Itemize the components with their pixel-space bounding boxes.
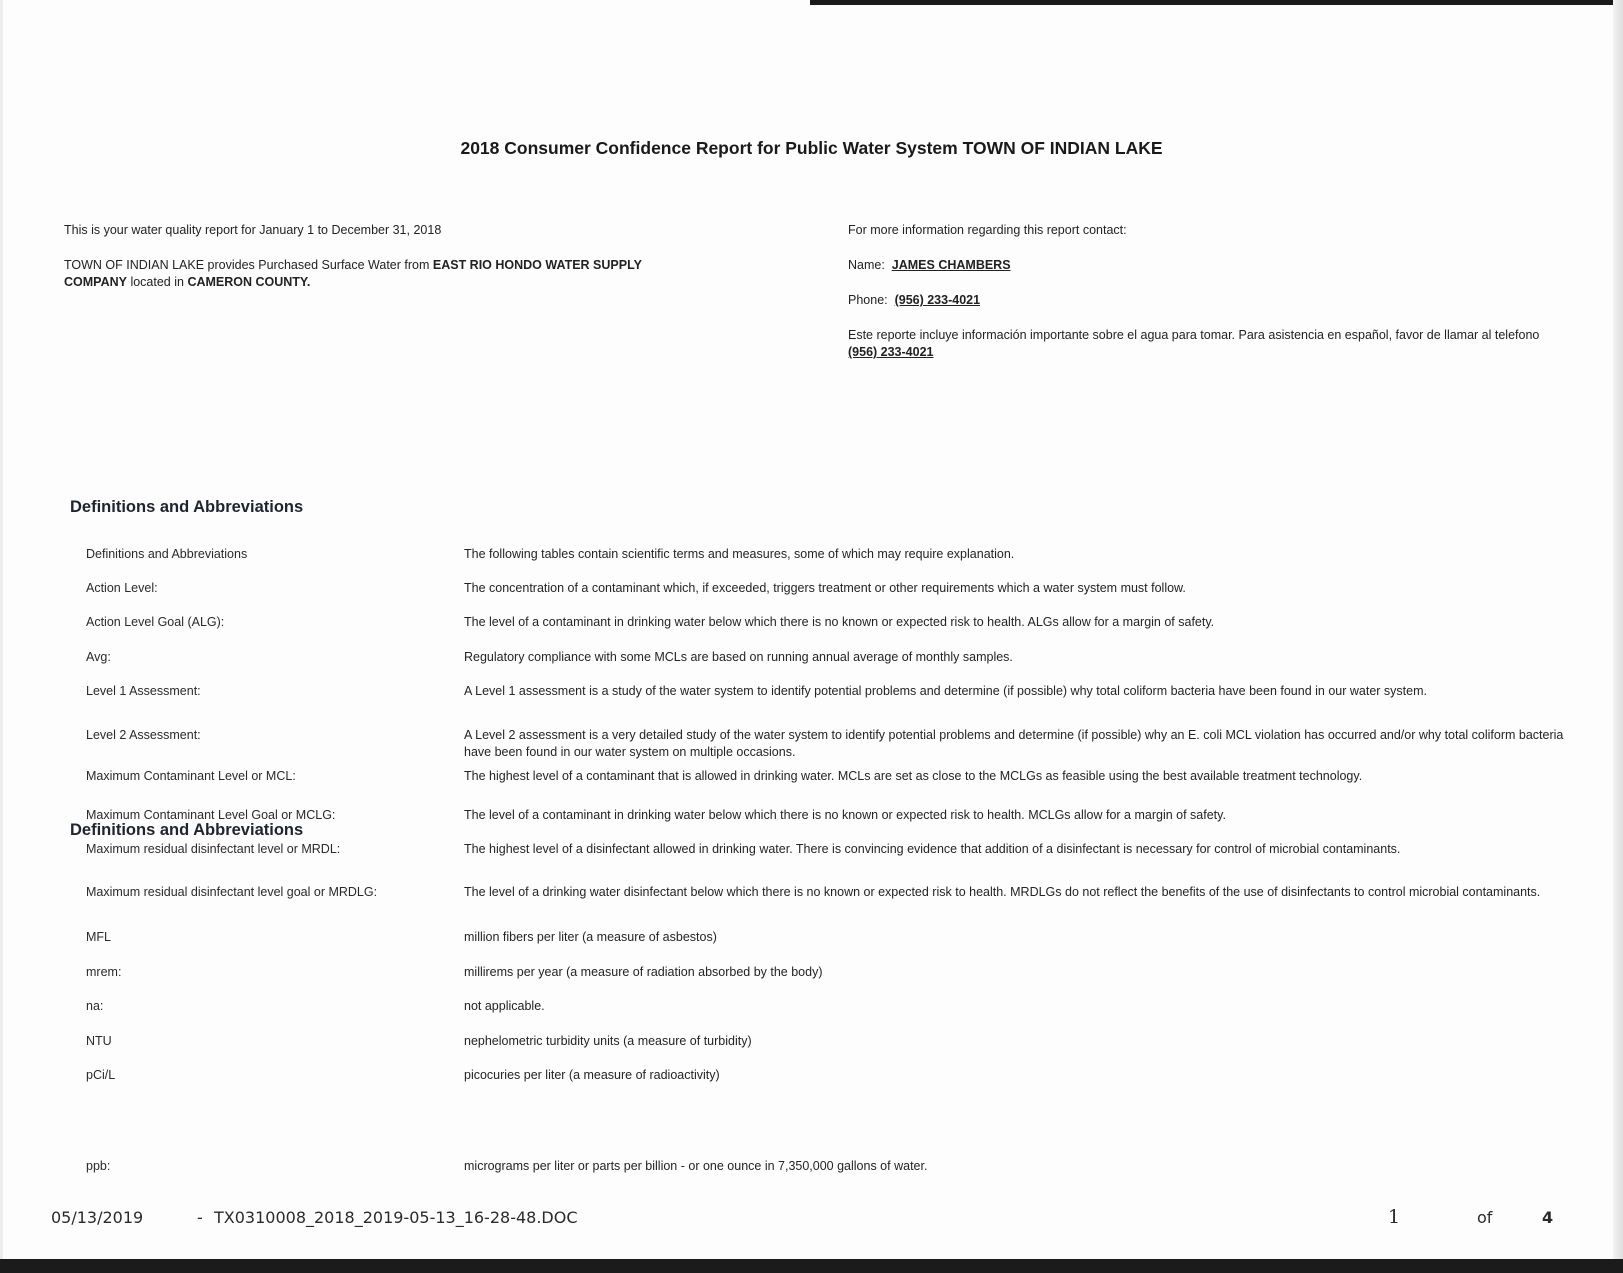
provider-source: EAST RIO HONDO WATER SUPPLY COMPANY [64, 258, 642, 289]
contact-name-label: Name: [848, 258, 885, 272]
provider-county: CAMERON COUNTY. [187, 275, 311, 289]
provider-prefix: TOWN OF INDIAN LAKE provides Purchased Surface Water from [64, 258, 433, 272]
footer-of: of [1477, 1208, 1493, 1227]
definition-text: A Level 1 assessment is a study of the water system to identify potential problems and determine (if possible) why total coliform bacteria have been found in our water system. [464, 684, 1427, 698]
footer-date: 05/13/2019 [51, 1208, 144, 1227]
report-title: 2018 Consumer Confidence Report for Public Water System TOWN OF INDIAN LAKE [460, 138, 1163, 158]
definition-term: Level 2 Assessment: [86, 728, 201, 742]
definition-term: Maximum residual disinfectant level or MRDL: [86, 842, 341, 856]
footer-page-total: 4 [1542, 1208, 1554, 1227]
definition-text: picocuries per liter (a measure of radioactivity) [464, 1068, 720, 1082]
scan-edge-right [1613, 0, 1623, 1273]
footer-separator: - [197, 1208, 203, 1227]
spanish-notice [848, 327, 1568, 361]
definitions-heading-repeat: Definitions and Abbreviations [70, 821, 304, 839]
definition-text: The level of a drinking water disinfectant below which there is no known or expected risk to health. MRDLGs do not reflect the benefits of the use of disinfectants to control microbial contaminants. [464, 885, 1541, 899]
footer-filename: TX0310008_2018_2019-05-13_16-28-48.DOC [214, 1208, 578, 1227]
definition-term: na: [86, 999, 104, 1013]
definition-text: not applicable. [464, 999, 545, 1013]
definition-text: A Level 2 assessment is a very detailed study of the water system to identify potential problems and determine (if possible) why an E. coli MCL violation has occurred and/or why total coliform bacteria have been found in our water system on multiple occasions. [464, 728, 1564, 759]
provider-mid: located in [126, 275, 188, 289]
footer-page-number: 1 [1388, 1206, 1401, 1228]
definition-text: The concentration of a contaminant which, if exceeded, triggers treatment or other requirements which a water system must follow. [464, 581, 1186, 595]
definition-text: The highest level of a disinfectant allowed in drinking water. There is convincing evidence that addition of a disinfectant is necessary for control of microbial contaminants. [464, 842, 1401, 856]
definition-term: Action Level: [86, 581, 158, 595]
definition-term: Maximum Contaminant Level or MCL: [86, 769, 296, 783]
contact-phone-label: Phone: [848, 293, 888, 307]
definition-term: mrem: [86, 965, 122, 979]
scan-edge-bottom [0, 1259, 1623, 1273]
definition-term: pCi/L [86, 1068, 116, 1082]
definition-text: The highest level of a contaminant that is allowed in drinking water. MCLs are set as close to the MCLGs as feasible using the best available treatment technology. [464, 769, 1363, 783]
definition-term: Maximum residual disinfectant level goal or MRDLG: [86, 885, 378, 899]
definition-term: MFL [86, 930, 111, 944]
definition-text: millirems per year (a measure of radiation absorbed by the body) [464, 965, 823, 979]
contact-intro: For more information regarding this report contact: [848, 223, 1127, 237]
definition-text: micrograms per liter or parts per billion - or one ounce in 7,350,000 gallons of water. [464, 1159, 928, 1173]
definition-text: The level of a contaminant in drinking water below which there is no known or expected risk to health. MCLGs allow for a margin of safety. [464, 808, 1226, 822]
definition-text: Regulatory compliance with some MCLs are based on running annual average of monthly samples. [464, 650, 1013, 664]
definition-term: Definitions and Abbreviations [86, 547, 248, 561]
definition-text: million fibers per liter (a measure of asbestos) [464, 930, 717, 944]
definition-text: The level of a contaminant in drinking water below which there is no known or expected risk to health. ALGs allow for a margin of safety. [464, 615, 1215, 629]
spanish-notice-text: Este reporte incluye información importante sobre el agua para tomar. Para asistencia en español, favor de llamar al telefono [848, 328, 1540, 342]
contact-name-line [848, 257, 1568, 274]
definition-text: The following tables contain scientific terms and measures, some of which may require explanation. [464, 547, 1015, 561]
definition-term: Level 1 Assessment: [86, 684, 201, 698]
report-info-left [64, 222, 664, 309]
contact-phone-line [848, 292, 1568, 309]
scan-edge-top [810, 0, 1623, 5]
definitions-heading: Definitions and Abbreviations [70, 498, 304, 516]
definition-term: Maximum Contaminant Level Goal or MCLG: [86, 808, 336, 822]
report-period: This is your water quality report for January 1 to December 31, 2018 [64, 223, 442, 237]
provider-statement [64, 257, 664, 291]
definition-term: NTU [86, 1034, 112, 1048]
scan-edge-left [0, 0, 3, 1273]
definition-term: Avg: [86, 650, 111, 664]
definition-term: Action Level Goal (ALG): [86, 615, 225, 629]
contact-info [848, 222, 1568, 379]
spanish-notice-phone: (956) 233-4021 [848, 345, 934, 359]
contact-phone-value: (956) 233-4021 [894, 293, 981, 307]
definition-term: ppb: [86, 1159, 111, 1173]
contact-name-value: JAMES CHAMBERS [891, 258, 1011, 272]
definition-text: nephelometric turbidity units (a measure of turbidity) [464, 1034, 752, 1048]
